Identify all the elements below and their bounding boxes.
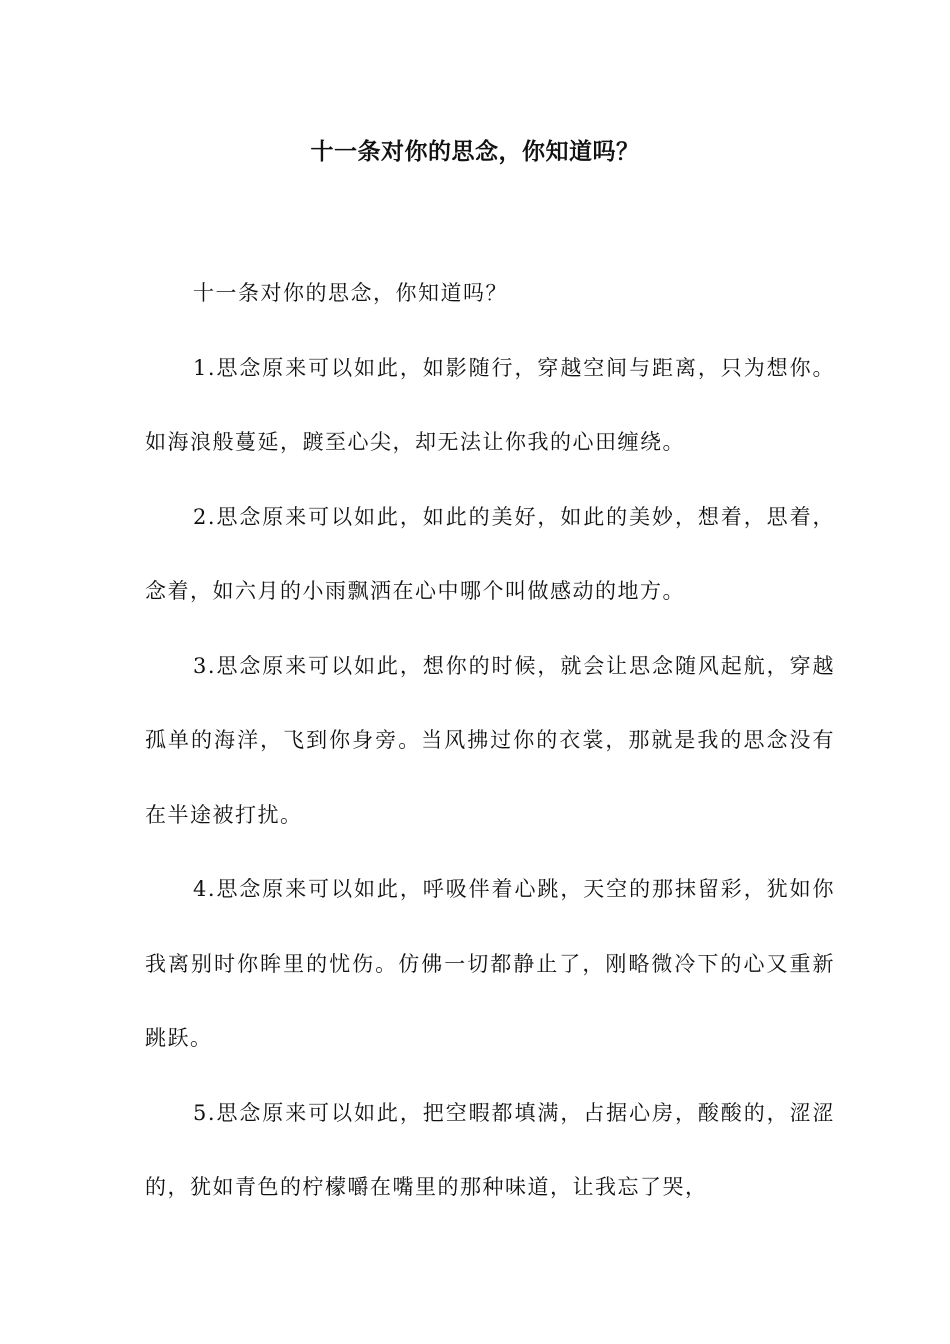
paragraph-2: 2.思念原来可以如此，如此的美好，如此的美妙，想着，思着，念着，如六月的小雨飘洒在心中哪个叫做感动的地方。 [145,504,835,603]
paragraph-5: 5.思念原来可以如此，把空暇都填满，占据心房，酸酸的，涩涩的，犹如青色的柠檬嚼在嘴里的那种味道，让我忘了哭， [145,1100,835,1199]
document-body [145,256,835,1225]
document-title: 十一条对你的思念，你知道吗？ [310,138,640,165]
paragraph-intro: 十一条对你的思念，你知道吗？ [193,281,508,305]
paragraph-4: 4.思念原来可以如此，呼吸伴着心跳，天空的那抹留彩，犹如你我离别时你眸里的忧伤。仿佛一切都静止了，刚略微冷下的心又重新跳跃。 [145,877,835,1050]
paragraph-3: 3.思念原来可以如此，想你的时候，就会让思念随风起航，穿越孤单的海洋，飞到你身旁。当风拂过你的衣裳，那就是我的思念没有在半途被打扰。 [145,653,835,827]
paragraph-1: 1.思念原来可以如此，如影随行，穿越空间与距离，只为想你。如海浪般蔓延，踱至心尖，却无法让你我的心田缠绕。 [145,355,835,454]
